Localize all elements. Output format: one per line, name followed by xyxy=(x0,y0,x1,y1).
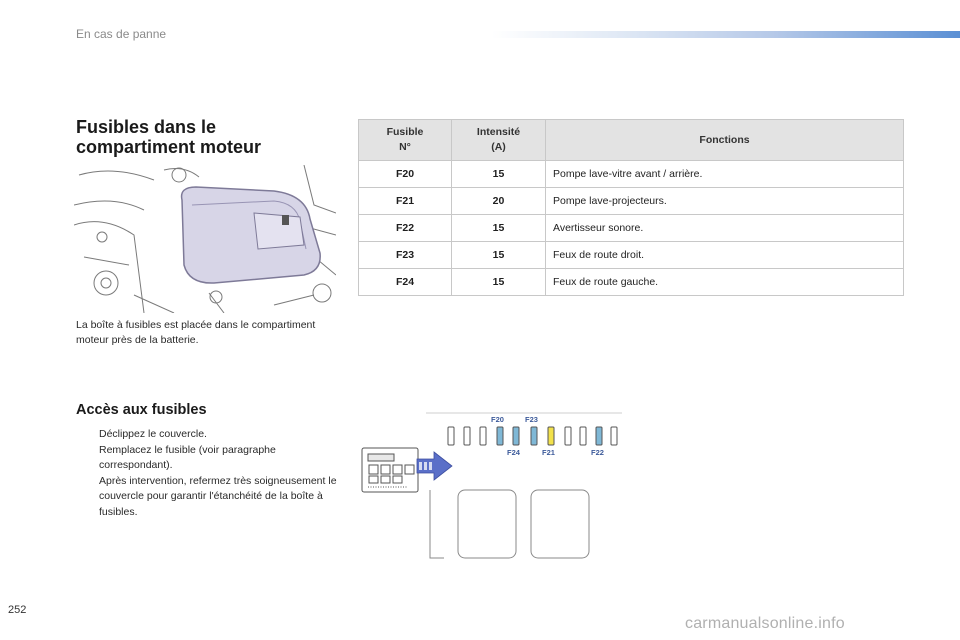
section-title-line-2: compartiment moteur xyxy=(76,137,262,157)
access-step-text: Après intervention, refermez très soigneusement le couvercle pour garantir l'étanchéité de la boîte à fusibles. xyxy=(99,474,337,518)
column-header-amperage xyxy=(452,120,546,161)
table-row xyxy=(359,161,904,188)
fuse-number-cell: F23 xyxy=(359,242,452,269)
table-row xyxy=(359,215,904,242)
watermark: carmanualsonline.info xyxy=(685,615,845,632)
column-header-fuse xyxy=(359,120,452,161)
fuse-slot-empty xyxy=(464,427,470,445)
section-title xyxy=(76,117,336,157)
column-header-amperage-line-1: Intensité xyxy=(476,126,521,138)
fuse-slot-f23 xyxy=(531,427,537,445)
fuse-label-f20: F20 xyxy=(491,415,504,424)
fuse-slot-empty xyxy=(565,427,571,445)
page-number: 252 xyxy=(8,604,27,616)
relay-boxes xyxy=(430,490,589,558)
fuse-label-f23: F23 xyxy=(525,415,538,424)
column-header-amperage-line-2: (A) xyxy=(491,141,506,153)
column-header-fuse-line-2: N° xyxy=(399,141,411,153)
fuse-label-f24: F24 xyxy=(507,448,520,457)
access-step-text: Remplacez le fusible (voir paragraphe correspondant). xyxy=(99,443,276,471)
fuse-slot-f20 xyxy=(497,427,503,445)
fuse-box-diagram xyxy=(360,410,625,560)
access-steps-list xyxy=(76,427,338,520)
amperage-cell: 15 xyxy=(452,242,546,269)
fuse-slot-f24 xyxy=(513,427,519,445)
access-step xyxy=(76,427,338,443)
header-gradient-bar xyxy=(492,31,960,38)
function-cell: Feux de route gauche. xyxy=(546,269,904,296)
fuse-slot-f21 xyxy=(548,427,554,445)
engine-compartment-photo xyxy=(74,165,336,313)
fuse-table xyxy=(358,119,904,296)
fuse-slot-f22 xyxy=(596,427,602,445)
arrow-icon-stripes xyxy=(419,462,432,470)
fuse-number-cell: F22 xyxy=(359,215,452,242)
fuse-label-f22: F22 xyxy=(591,448,604,457)
section-title-line-1: Fusibles dans le xyxy=(76,117,217,137)
fuse-box-outline xyxy=(362,448,418,492)
access-step xyxy=(76,443,338,474)
fuse-label-f21: F21 xyxy=(542,448,555,457)
fuse-slot-empty xyxy=(611,427,617,445)
column-header-functions: Fonctions xyxy=(546,120,904,161)
section-header: En cas de panne xyxy=(76,27,167,41)
access-fuses-heading: Accès aux fusibles xyxy=(76,402,207,418)
function-cell: Avertisseur sonore. xyxy=(546,215,904,242)
fuse-slot-empty xyxy=(580,427,586,445)
amperage-cell: 20 xyxy=(452,188,546,215)
fuse-slot-empty xyxy=(448,427,454,445)
table-row xyxy=(359,242,904,269)
access-step-text: Déclippez le couvercle. xyxy=(99,428,207,440)
table-row xyxy=(359,188,904,215)
table-row xyxy=(359,269,904,296)
relay-box xyxy=(531,490,589,558)
fuse-slots-row xyxy=(448,427,617,445)
fuse-number-cell: F21 xyxy=(359,188,452,215)
column-header-fuse-line-1: Fusible xyxy=(386,126,424,138)
amperage-cell: 15 xyxy=(452,161,546,188)
access-step xyxy=(76,474,338,521)
arrow-icon xyxy=(417,452,452,480)
amperage-cell: 15 xyxy=(452,269,546,296)
relay-box xyxy=(458,490,516,558)
fuse-number-cell: F20 xyxy=(359,161,452,188)
fuse-number-cell: F24 xyxy=(359,269,452,296)
function-cell: Feux de route droit. xyxy=(546,242,904,269)
function-cell: Pompe lave-vitre avant / arrière. xyxy=(546,161,904,188)
arrow-icon-shape xyxy=(417,452,452,480)
fuse-box-location-caption: La boîte à fusibles est placée dans le compartiment moteur près de la batterie. xyxy=(76,319,316,346)
function-cell: Pompe lave-projecteurs. xyxy=(546,188,904,215)
table-header-row xyxy=(359,120,904,161)
amperage-cell: 15 xyxy=(452,215,546,242)
relay-box-partial xyxy=(430,490,444,558)
fuse-slot-empty xyxy=(480,427,486,445)
